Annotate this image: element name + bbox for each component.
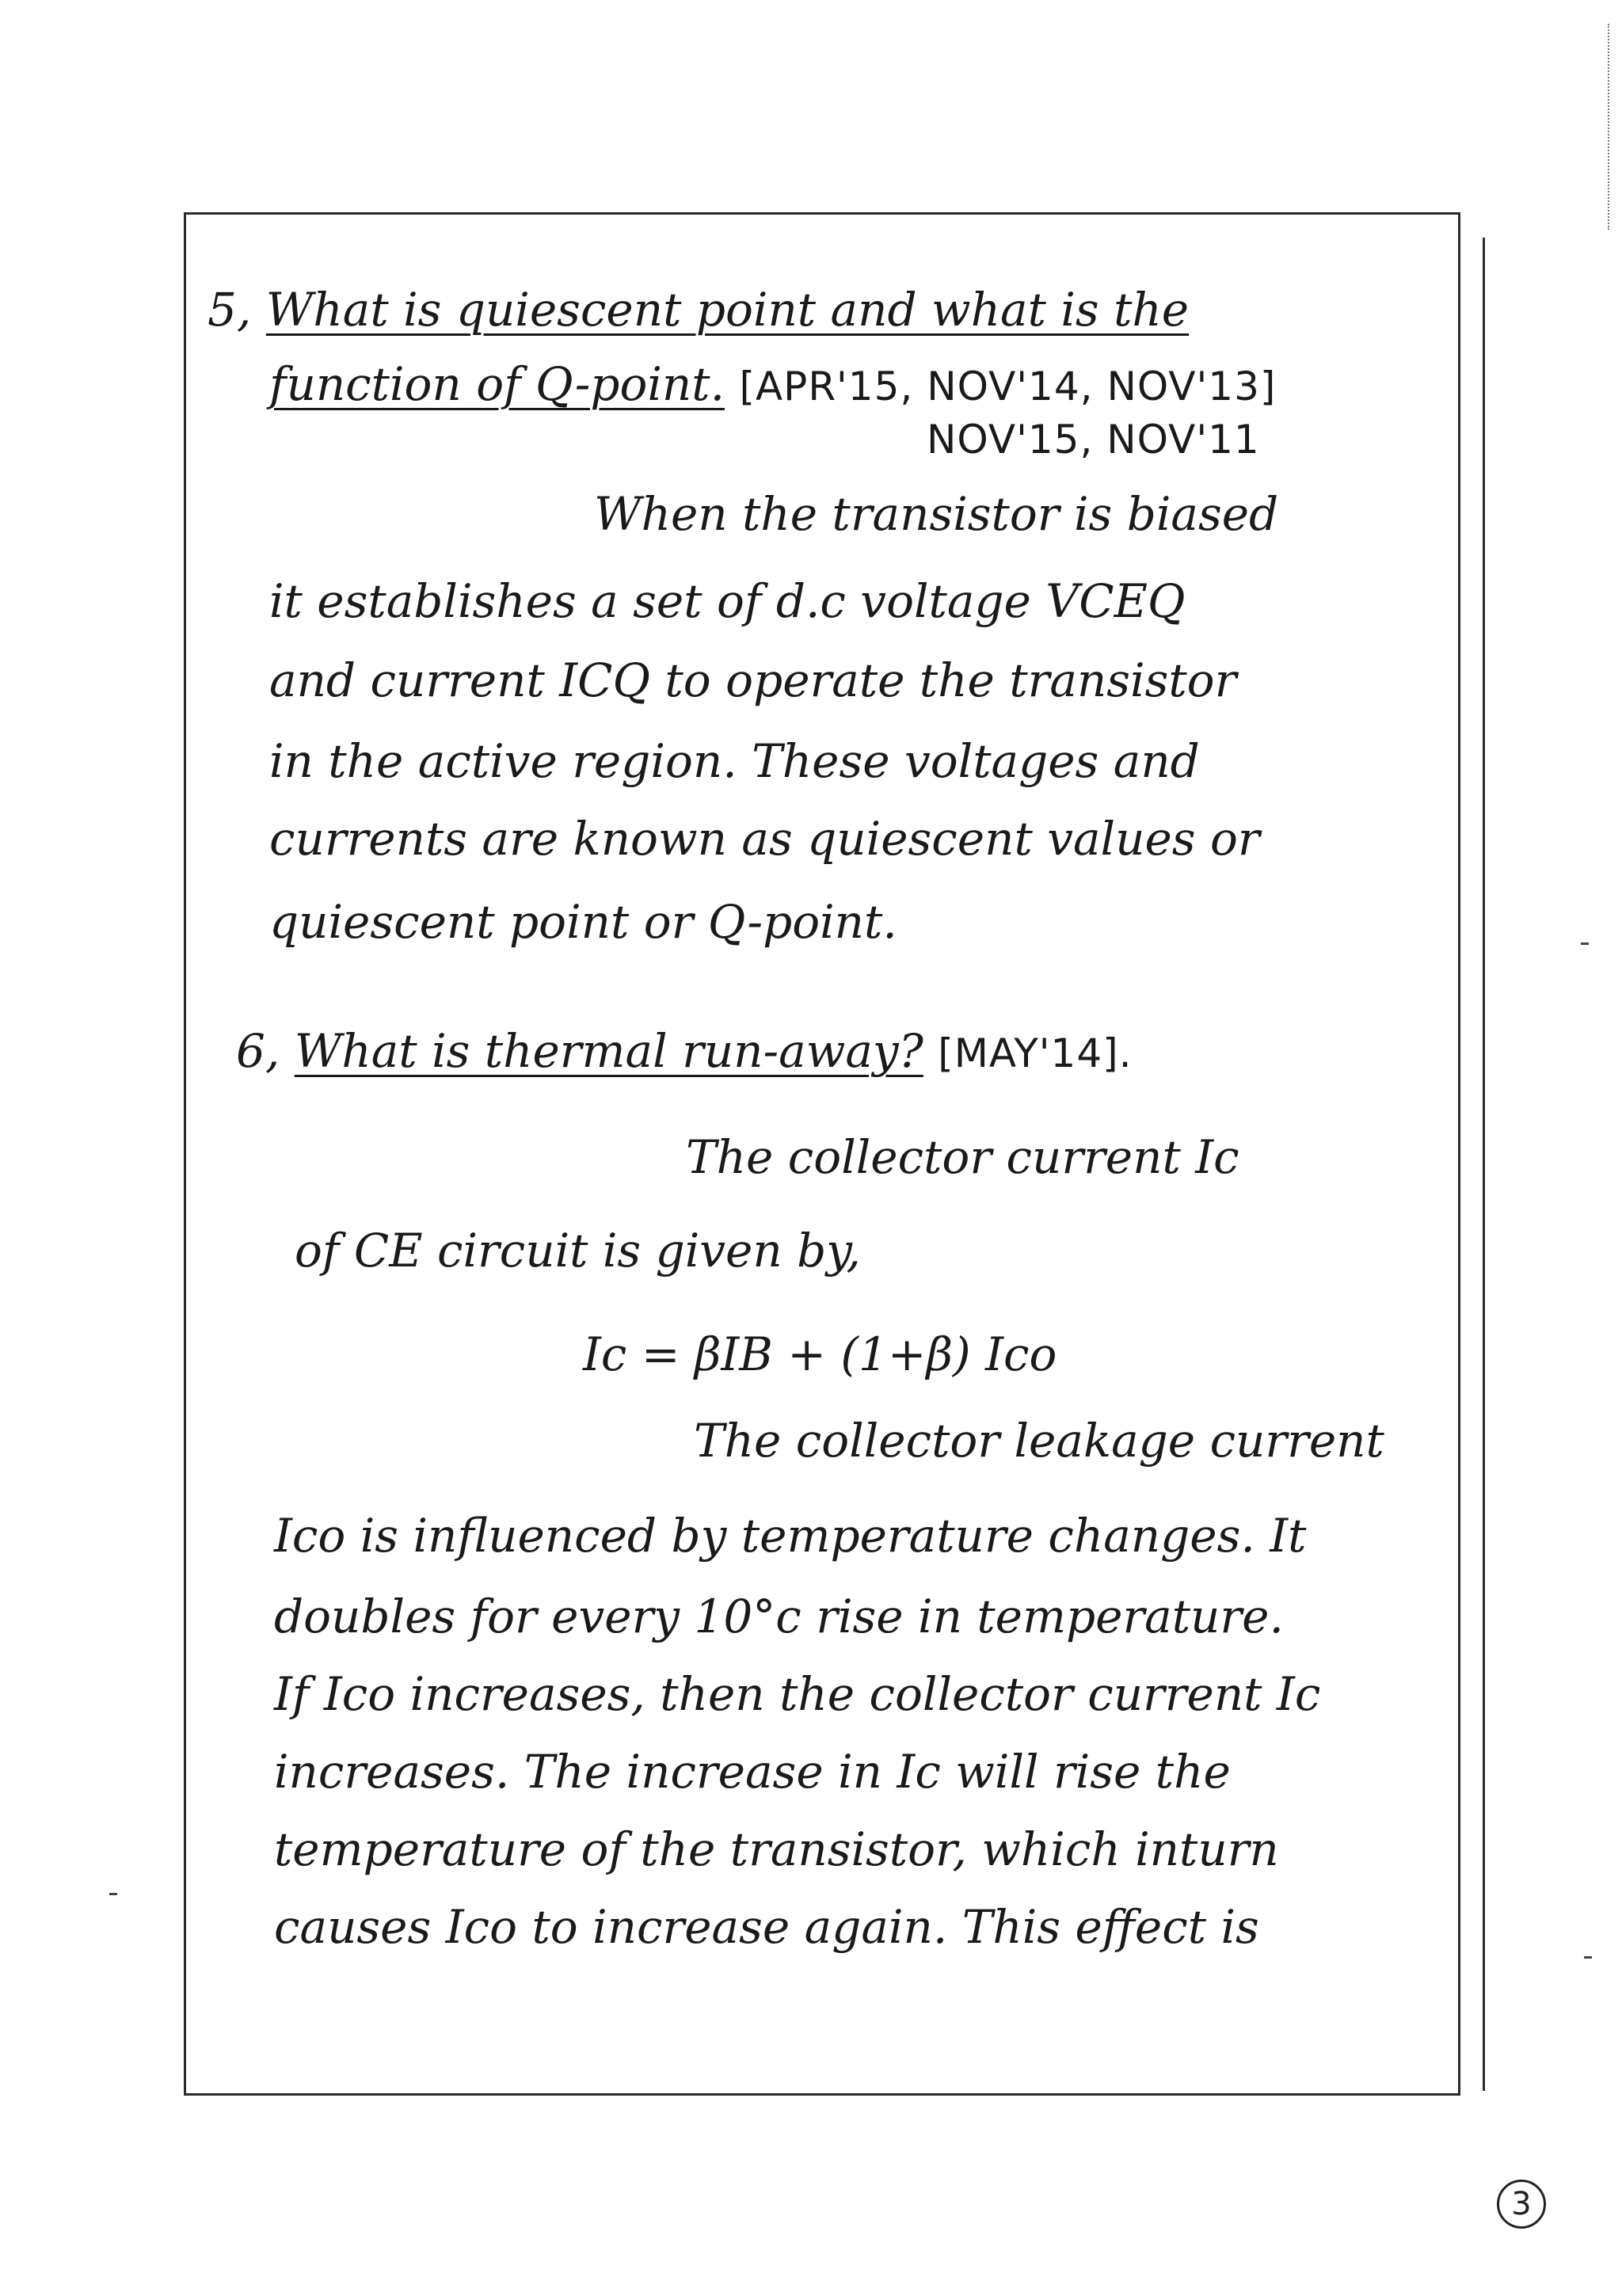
q5-answer-line: currents are known as quiescent values or [269,812,1260,866]
q6-heading [236,1024,1133,1078]
q6-answer-line: temperature of the transistor, which inturn [274,1822,1279,1876]
q5-exam-refs-line2: NOV'15, NOV'11 [927,417,1260,463]
q5-exam-refs: [APR'15, NOV'14, NOV'13] [739,364,1277,409]
q6-exam-ref: [MAY'14]. [938,1030,1133,1076]
q6-answer-line: causes Ico to increase again. This effect is [274,1900,1259,1954]
q6-question: What is thermal run-away? [294,1024,923,1078]
stray-mark [109,1893,117,1895]
q5-heading-line1 [208,283,1190,337]
q5-answer-line: When the transistor is biased [594,487,1279,541]
q6-answer-line: The collector current Ic [686,1130,1239,1184]
q5-number: 5, [208,283,252,337]
scan-edge-mark [1608,24,1611,230]
q6-answer-line: If Ico increases, then the collector current Ic [274,1667,1321,1721]
stray-mark [1584,1956,1592,1959]
page-number: 3 [1497,2180,1546,2229]
q5-heading-line2 [269,357,1277,411]
q6-answer-line: increases. The increase in Ic will rise the [274,1745,1231,1799]
right-margin-rule [1483,238,1485,2091]
q5-question-line2: function of Q-point. [269,357,725,411]
q5-answer-line: it establishes a set of d.c voltage VCEQ [269,574,1186,628]
q6-answer-line: doubles for every 10°c rise in temperature. [274,1590,1284,1643]
q6-number: 6, [236,1024,280,1078]
q6-answer-line: Ico is influenced by temperature changes. It [274,1509,1307,1563]
q5-answer-line: and current ICQ to operate the transistor [269,653,1237,707]
q6-answer-line: The collector leakage current [694,1414,1384,1468]
q5-question-line1: What is quiescent point and what is the [265,283,1190,337]
q5-answer-line: in the active region. These voltages and [269,734,1200,788]
stray-mark [1581,942,1589,945]
q6-answer-line: of CE circuit is given by, [295,1224,861,1277]
q5-answer-line: quiescent point or Q-point. [269,895,897,949]
collector-current-equation: Ic = βIB + (1+β) Ico [583,1327,1057,1381]
